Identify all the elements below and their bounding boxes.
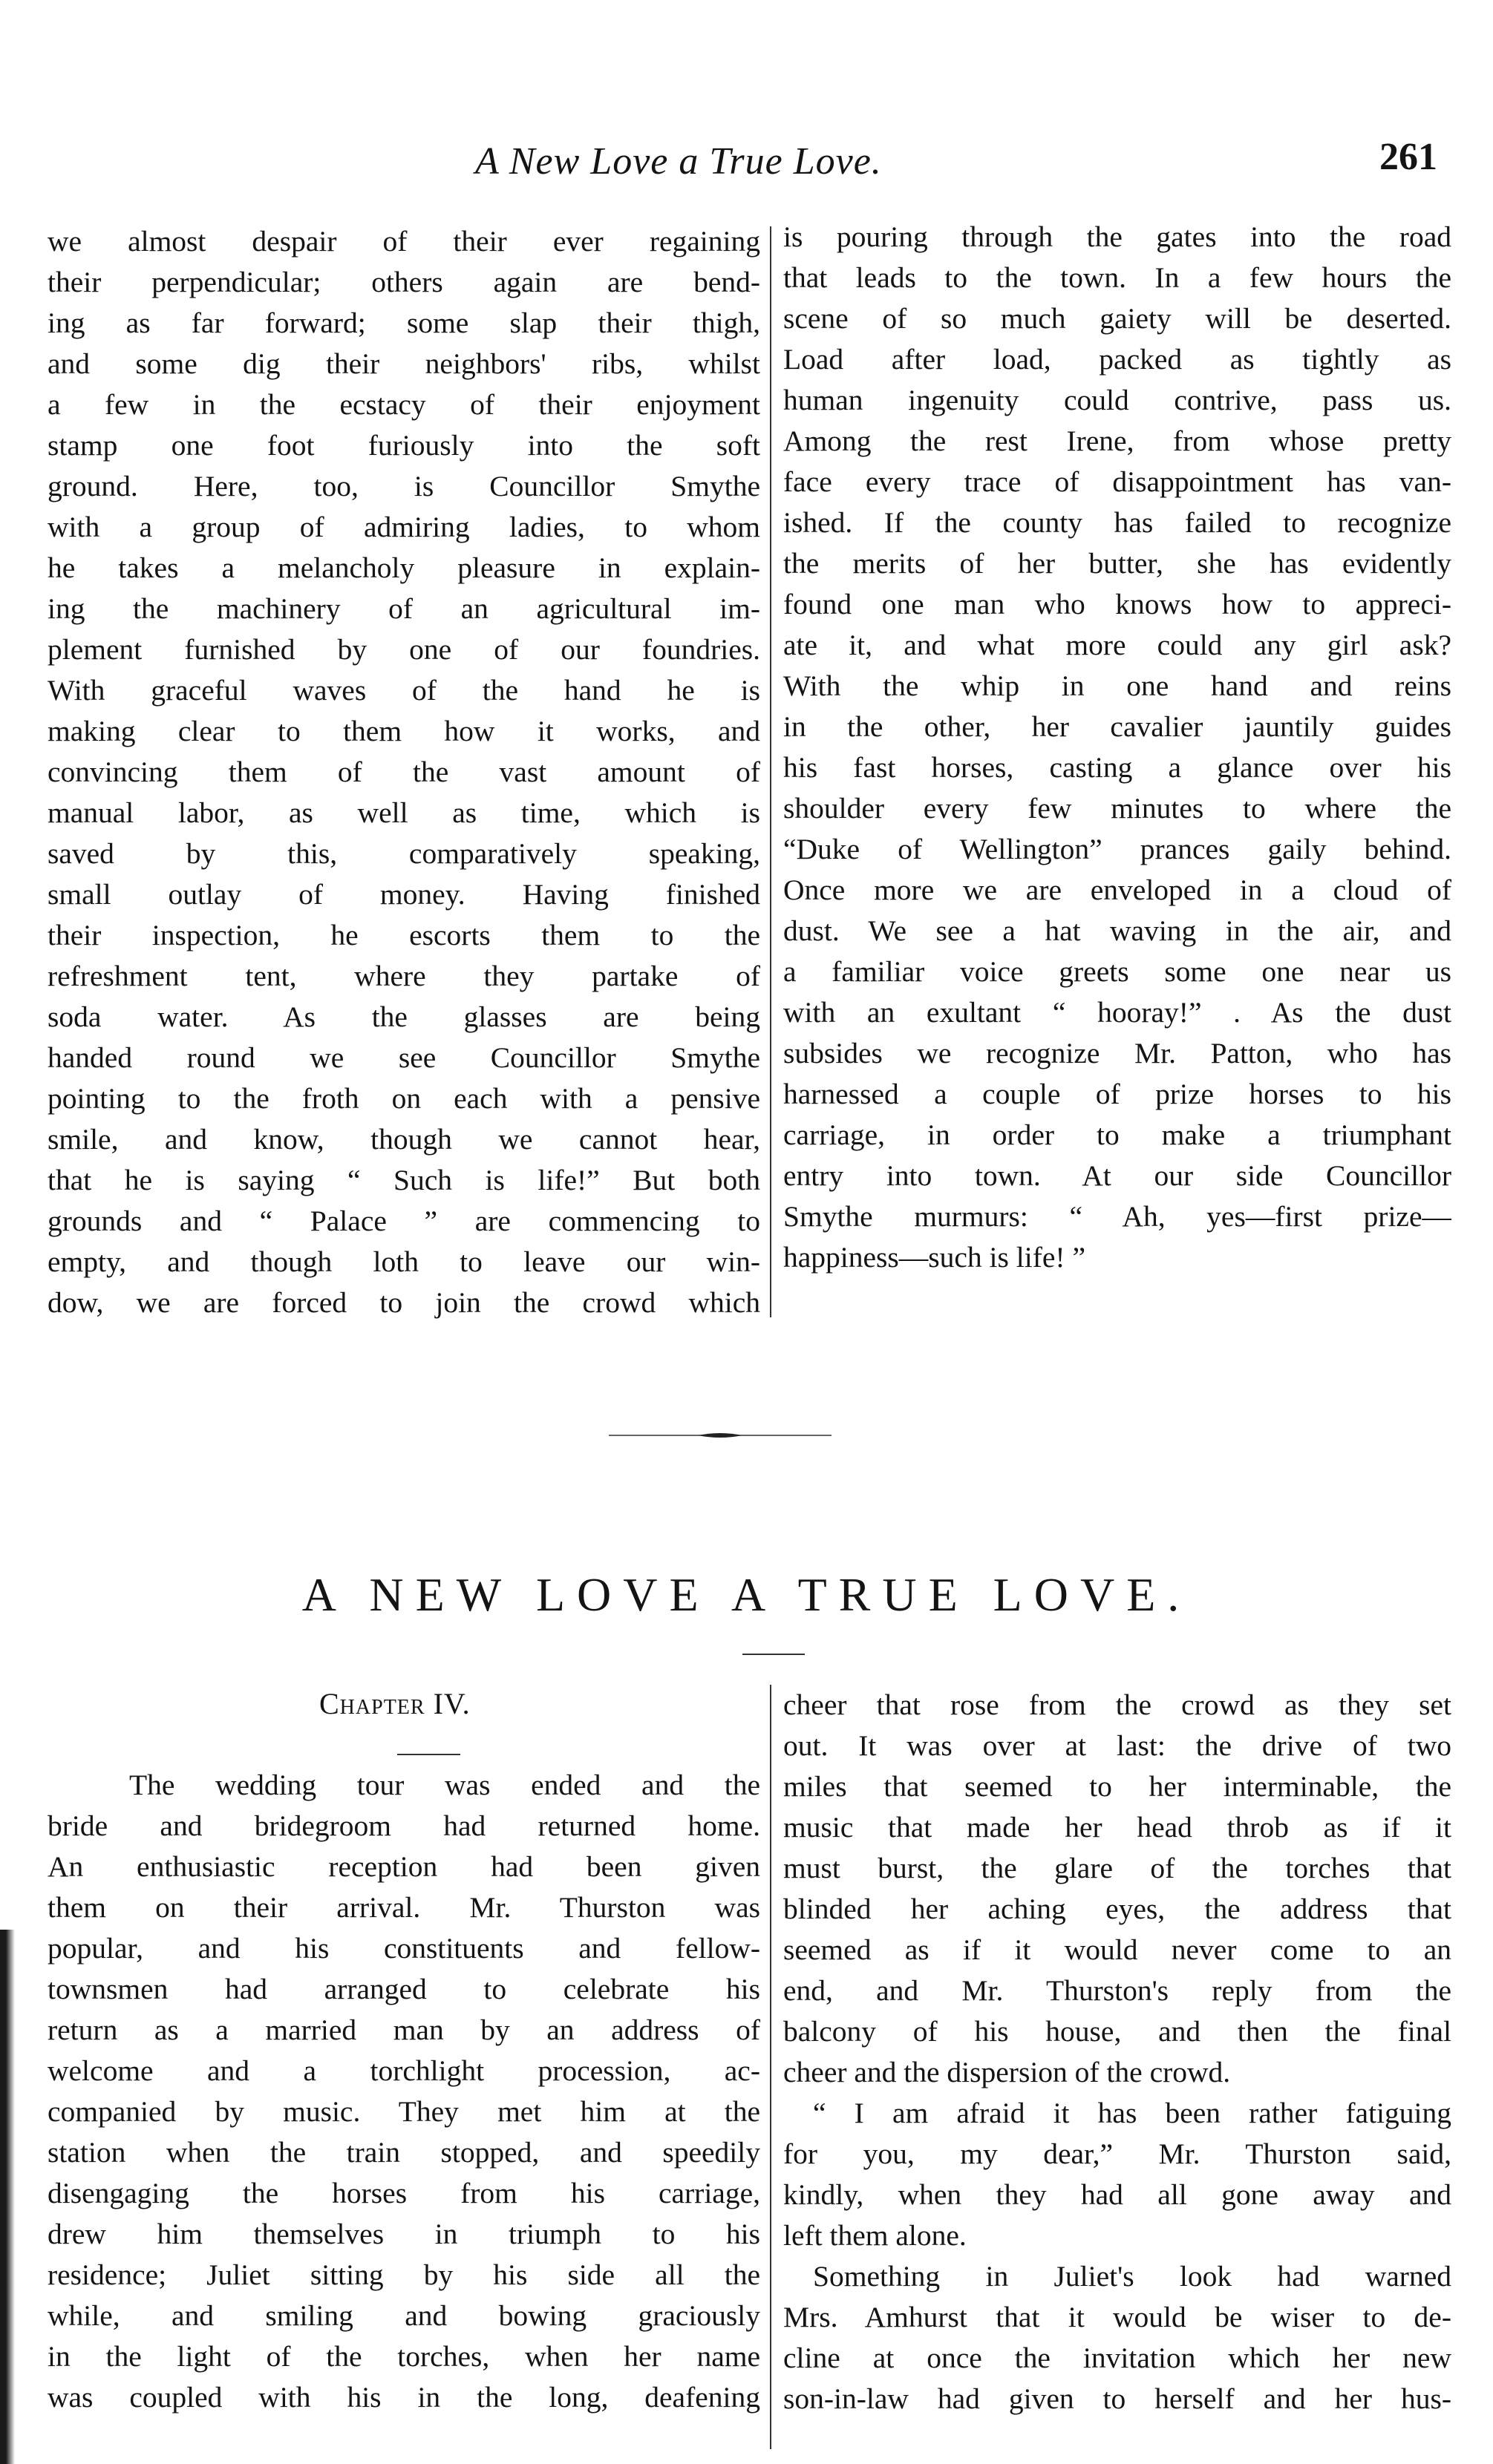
text-line: music that made her head throb as if it xyxy=(783,1811,1451,1844)
text-line: shoulder every few minutes to where the xyxy=(783,792,1451,825)
text-line: entry into town. At our side Councillor xyxy=(783,1159,1451,1192)
top-right-column xyxy=(783,217,1451,1278)
text-line: drew him themselves in triumph to his xyxy=(48,2218,760,2250)
text-line: miles that seemed to her interminable, the xyxy=(783,1770,1451,1803)
text-line: ished. If the county has failed to recognize xyxy=(783,506,1451,539)
column-divider xyxy=(770,1685,771,2449)
text-line: his fast horses, casting a glance over his xyxy=(783,751,1451,784)
text-line: their inspection, he escorts them to the xyxy=(48,919,760,951)
text-line: making clear to them how it works, and xyxy=(48,715,760,747)
text-line: ate it, and what more could any girl ask? xyxy=(783,629,1451,661)
text-line: saved by this, comparatively speaking, xyxy=(48,837,760,870)
text-line: must burst, the glare of the torches that xyxy=(783,1852,1451,1884)
text-line: out. It was over at last: the drive of two xyxy=(783,1729,1451,1762)
text-line: refreshment tent, where they partake of xyxy=(48,960,760,992)
top-left-column xyxy=(48,221,760,1323)
text-line: smile, and know, though we cannot hear, xyxy=(48,1123,760,1156)
page-spine-shadow xyxy=(0,1930,15,2464)
text-line: that he is saying “ Such is life!” But both xyxy=(48,1164,760,1196)
text-line: Mrs. Amhurst that it would be wiser to de- xyxy=(783,2301,1451,2333)
text-line: subsides we recognize Mr. Patton, who has xyxy=(783,1037,1451,1069)
chapter-number: IV. xyxy=(433,1687,471,1720)
text-line: and some dig their neighbors' ribs, whilst xyxy=(48,347,760,380)
text-line: convincing them of the vast amount of xyxy=(48,756,760,788)
text-line: their perpendicular; others again are bend- xyxy=(48,266,760,298)
text-line: popular, and his constituents and fellow- xyxy=(48,1932,760,1965)
text-line: with an exultant “ hooray!” . As the dust xyxy=(783,996,1451,1029)
text-line: ground. Here, too, is Councillor Smythe xyxy=(48,470,760,502)
text-line: in the light of the torches, when her name xyxy=(48,2340,760,2373)
text-line: Among the rest Irene, from whose pretty xyxy=(783,425,1451,457)
text-line: left them alone. xyxy=(783,2219,967,2252)
text-line: companied by music. They met him at the xyxy=(48,2095,760,2128)
text-line: is pouring through the gates into the road xyxy=(783,220,1451,253)
text-line: return as a married man by an address of xyxy=(48,2014,760,2046)
text-line: welcome and a torchlight procession, ac- xyxy=(48,2054,760,2087)
text-line: happiness—such is life! ” xyxy=(783,1241,1085,1274)
text-line: kindly, when they had all gone away and xyxy=(783,2178,1451,2211)
text-line: found one man who knows how to appreci- xyxy=(783,588,1451,620)
text-line: soda water. As the glasses are being xyxy=(48,1000,760,1033)
text-line: with a group of admiring ladies, to whom xyxy=(48,511,760,543)
text-line: manual labor, as well as time, which is xyxy=(48,796,760,829)
text-line: son-in-law had given to herself and her hus- xyxy=(783,2382,1451,2415)
text-line: With graceful waves of the hand he is xyxy=(48,674,760,707)
text-line: station when the train stopped, and speedily xyxy=(48,2136,760,2169)
text-line: a few in the ecstacy of their enjoyment xyxy=(48,388,760,421)
text-line: seemed as if it would never come to an xyxy=(783,1933,1451,1966)
text-line: dow, we are forced to join the crowd which xyxy=(48,1286,760,1319)
text-line: stamp one foot furiously into the soft xyxy=(48,429,760,462)
text-line: them on their arrival. Mr. Thurston was xyxy=(48,1891,760,1924)
title-rule xyxy=(742,1654,805,1655)
text-line: while, and smiling and bowing graciously xyxy=(48,2299,760,2332)
text-line: we almost despair of their ever regaining xyxy=(48,225,760,258)
column-divider xyxy=(770,226,771,1317)
page-number: 261 xyxy=(1379,136,1437,178)
text-line: ing the machinery of an agricultural im- xyxy=(48,592,760,625)
text-line: cheer and the dispersion of the crowd. xyxy=(783,2056,1231,2088)
text-line: that leads to the town. In a few hours the xyxy=(783,261,1451,294)
text-line: Load after load, packed as tightly as xyxy=(783,343,1451,376)
text-line: cheer that rose from the crowd as they set xyxy=(783,1688,1451,1721)
text-line: The wedding tour was ended and the xyxy=(129,1769,760,1801)
running-head: A New Love a True Love. xyxy=(475,140,882,183)
text-line: end, and Mr. Thurston's reply from the xyxy=(783,1974,1451,2007)
text-line: With the whip in one hand and reins xyxy=(783,669,1451,702)
text-line: cline at once the invitation which her new xyxy=(783,2342,1451,2374)
text-line: Something in Juliet's look had warned xyxy=(813,2260,1451,2293)
chapter-label: Chapter xyxy=(319,1687,425,1720)
article-title: A NEW LOVE A TRUE LOVE. xyxy=(301,1568,1192,1621)
text-line: small outlay of money. Having finished xyxy=(48,878,760,911)
text-line: ing as far forward; some slap their thigh, xyxy=(48,307,760,339)
text-line: he takes a melancholy pleasure in explain- xyxy=(48,551,760,584)
text-line: townsmen had arranged to celebrate his xyxy=(48,1973,760,2005)
text-line: plement furnished by one of our foundries. xyxy=(48,633,760,666)
text-line: disengaging the horses from his carriage, xyxy=(48,2177,760,2209)
text-line: handed round we see Councillor Smythe xyxy=(48,1041,760,1074)
chapter-rule xyxy=(397,1754,460,1755)
text-line: in the other, her cavalier jauntily guides xyxy=(783,710,1451,743)
text-line: pointing to the froth on each with a pensive xyxy=(48,1082,760,1115)
text-line: “ I am afraid it has been rather fatiguing xyxy=(813,2097,1451,2129)
text-line: human ingenuity could contrive, pass us. xyxy=(783,384,1451,416)
text-line: harnessed a couple of prize horses to his xyxy=(783,1078,1451,1110)
text-line: blinded her aching eyes, the address that xyxy=(783,1893,1451,1925)
text-line: An enthusiastic reception had been given xyxy=(48,1850,760,1883)
text-line: was coupled with his in the long, deafening xyxy=(48,2381,760,2414)
section-ornament xyxy=(609,1431,832,1440)
text-line: balcony of his house, and then the final xyxy=(783,2015,1451,2048)
text-line: residence; Juliet sitting by his side all the xyxy=(48,2258,760,2291)
text-line: Smythe murmurs: “ Ah, yes—first prize— xyxy=(783,1200,1451,1233)
chapter-heading xyxy=(319,1686,471,1721)
text-line: a familiar voice greets some one near us xyxy=(783,955,1451,988)
text-line: the merits of her butter, she has evidently xyxy=(783,547,1451,580)
text-line: carriage, in order to make a triumphant xyxy=(783,1118,1451,1151)
text-line: Once more we are enveloped in a cloud of xyxy=(783,874,1451,906)
text-line: “Duke of Wellington” prances gaily behind. xyxy=(783,833,1451,865)
text-line: for you, my dear,” Mr. Thurston said, xyxy=(783,2137,1451,2170)
text-line: grounds and “ Palace ” are commencing to xyxy=(48,1205,760,1237)
text-line: empty, and though loth to leave our win- xyxy=(48,1245,760,1278)
text-line: dust. We see a hat waving in the air, and xyxy=(783,914,1451,947)
text-line: scene of so much gaiety will be deserted. xyxy=(783,302,1451,335)
bottom-right-column xyxy=(783,1685,1451,2419)
text-line: face every trace of disappointment has van- xyxy=(783,465,1451,498)
bottom-left-column xyxy=(48,1765,760,2418)
text-line: bride and bridegroom had returned home. xyxy=(48,1809,760,1842)
